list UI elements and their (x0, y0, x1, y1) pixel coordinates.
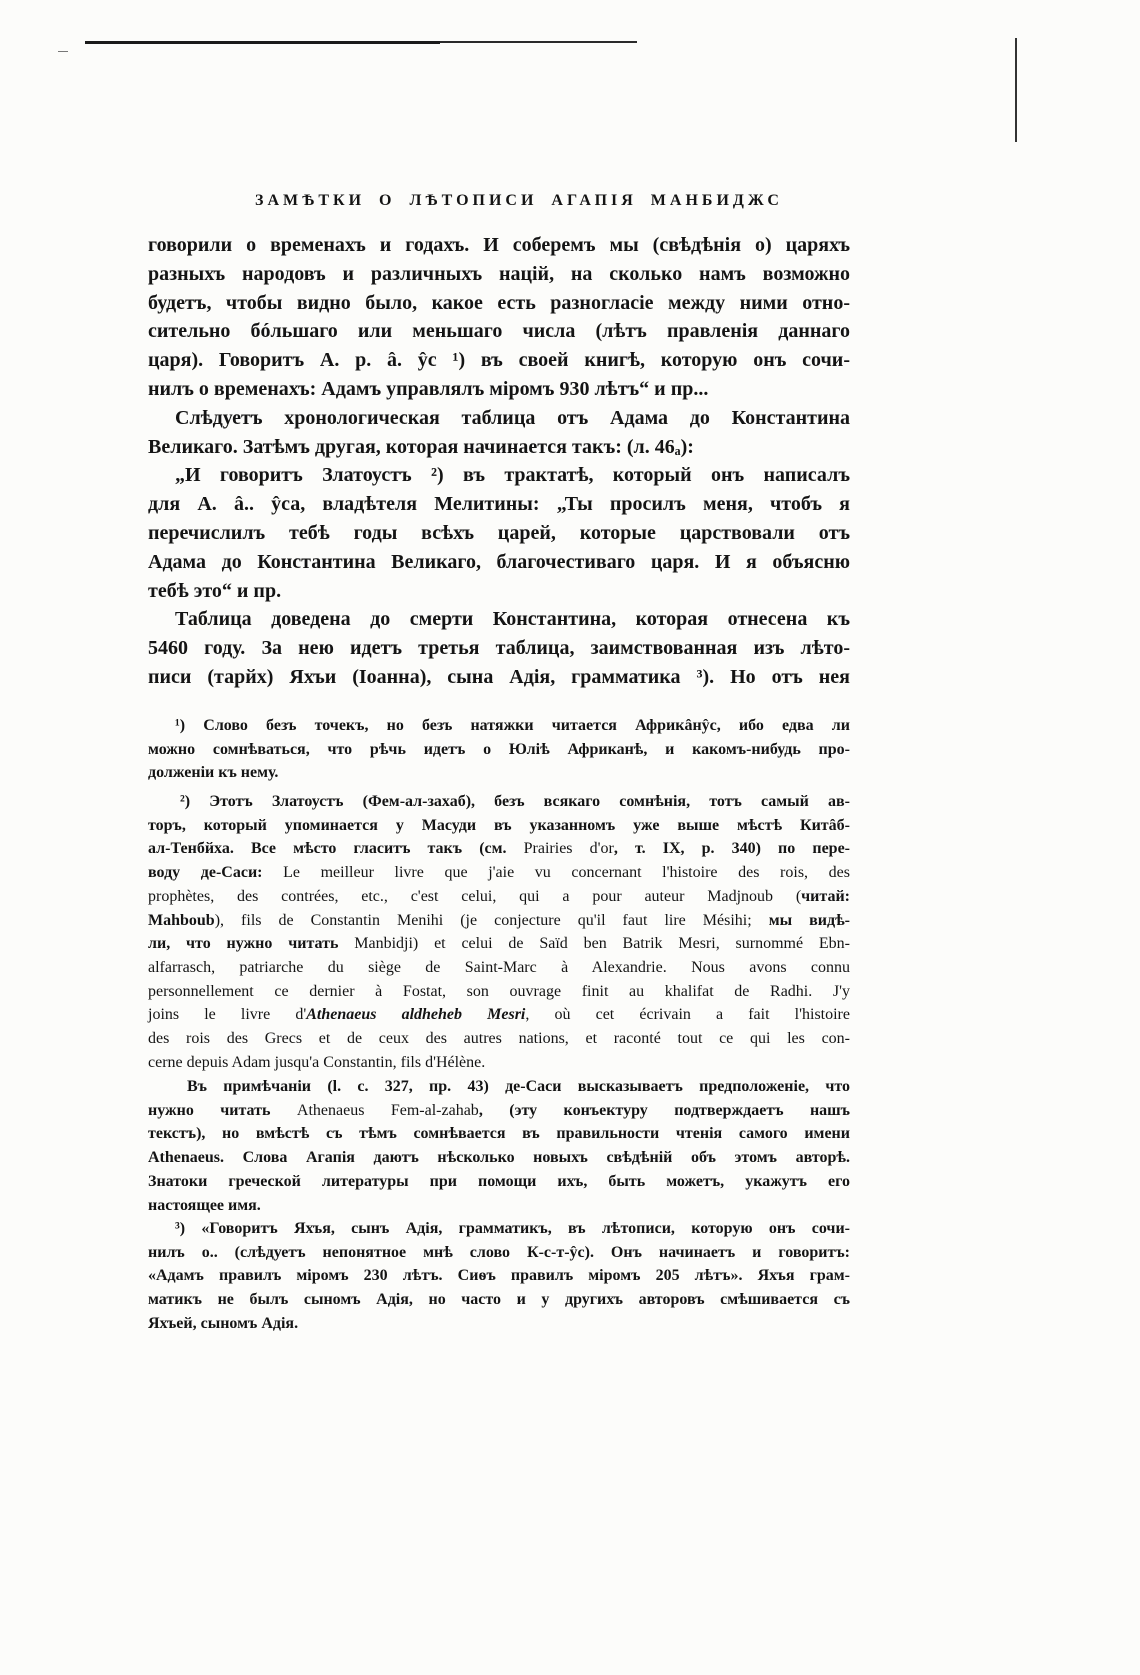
paragraph (148, 404, 850, 462)
footnote-line: торъ, который упоминается у Масуди въ указанномъ уже выше мѣстѣ Китâб- (148, 816, 850, 834)
footnote-line: можно сомнѣваться, что рѣчь идетъ о Юліѣ Африканѣ, и какомъ-нибудь про- (148, 740, 850, 758)
footnote-segment: , т. IX, p. 340) по пере- (613, 840, 851, 858)
text-line: 5460 году. За нею идетъ третья таблица, заимствованная изъ лѣто- (148, 637, 850, 660)
footnote-line: «Адамъ правилъ міромъ 230 лѣтъ. Сиѳъ правилъ міромъ 205 лѣтъ». Яхъя грам- (148, 1267, 850, 1285)
footnote-1 (148, 714, 850, 785)
footnote-line (148, 885, 850, 909)
footnote-segment: prophètes, des contrées, etc., c'est celui, qui a pour auteur Madjnoub ( (148, 887, 802, 905)
footnote-segment: ), fils de Constantin Menihi (je conjecture qu'il faut lire Mésihi; (214, 911, 769, 929)
text-line: Адама до Константина Великаго, благочестиваго царя. И я объясню (148, 550, 850, 573)
footnote-line (148, 1099, 850, 1123)
text-line: „И говоритъ Златоустъ ²) въ трактатѣ, который онъ написалъ (175, 464, 850, 487)
footnote-line: personnellement ce dernier à Fostat, son ouvrage finit au khalifat de Radhi. J'y (148, 982, 850, 1000)
header-rule-mark (58, 51, 68, 52)
footnote-line: ²) Этотъ Златоустъ (Фем-ал-захаб), безъ всякаго сомнѣнія, тотъ самый ав- (180, 793, 850, 810)
footnote-segment: ал-Тенбйха. Все мѣсто гласитъ такъ (см. (148, 840, 524, 858)
footnote-segment: воду де-Саси: (148, 864, 284, 882)
footnote-line: Athenaeus. Слова Агапія даютъ нѣсколько новыхъ свѣдѣній объ этомъ авторѣ. (148, 1149, 850, 1167)
text-line: Великаго. Затѣмъ другая, которая начинается такъ: (л. 46ₐ): (148, 435, 694, 458)
footnote-segment: нужно читать (148, 1101, 297, 1119)
footnote-line (148, 837, 850, 861)
text-line: сительно бóльшаго или меньшаго числа (лѣтъ правленія даннаго (148, 320, 850, 343)
text-line: перечислилъ тебѣ годы всѣхъ царей, которые царствовали отъ (148, 521, 850, 544)
text-line: будетъ, чтобы видно было, какое есть разногласіе между ними отно- (148, 291, 850, 314)
footnote-segment: , où cet écrivain a fait l'histoire (525, 1006, 850, 1024)
footnote-segment: joins le livre d' (148, 1006, 307, 1024)
header-rule (85, 41, 440, 44)
footnote-line (148, 1003, 850, 1027)
footnote-line (148, 909, 850, 933)
footnote-segment: , (эту конъектуру подтверждаетъ нашъ (478, 1101, 851, 1119)
footnote-line: des rois des Grecs et de ceux des autres nations, et raconté tout ce qui les con- (148, 1030, 850, 1048)
text-line: разныхъ народовъ и различныхъ націй, на сколько намъ возможно (148, 262, 850, 285)
footnote-line: Знатоки греческой литературы при помощи ихъ, быть можетъ, укажутъ его (148, 1172, 850, 1190)
footnote-line: нилъ о.. (слѣдуетъ непонятное мнѣ слово К-с-т-ŷс). Онъ начинаетъ и говоритъ: (148, 1243, 850, 1261)
text-line: тебѣ это“ и пр. (148, 579, 282, 602)
footnote-line: Въ примѣчаніи (l. c. 327, пр. 43) де-Саси высказываетъ предположеніе, что (187, 1078, 850, 1095)
text-line: Таблица доведена до смерти Константина, которая отнесена къ (175, 608, 850, 631)
footnote-2 (148, 790, 850, 1074)
text-line: писи (тарйх) Яхъи (Іоанна), сына Адія, грамматика ³). Но отъ нея (148, 665, 850, 688)
footnote-segment: Athenaeus aldheheb Mesri (306, 1006, 526, 1024)
footnote-segment: ли, что нужно читать (148, 935, 355, 953)
footnote-segment: читай: (801, 887, 850, 905)
header-rule-thin (440, 41, 637, 43)
footnote-3 (148, 1217, 850, 1336)
footnote-segment: мы видѣ- (768, 911, 850, 929)
margin-rule (1015, 38, 1017, 142)
footnote-line (148, 861, 850, 885)
footnote-line: Яхъей, сыномъ Адія. (148, 1314, 299, 1332)
footnote-line: ¹) Слово безъ точекъ, но безъ натяжки читается Африкâнŷс, ибо едва ли (175, 717, 850, 734)
paragraph (148, 461, 850, 605)
text-line: для А. â.. ŷса, владѣтеля Мелитины: „Ты просилъ меня, чтобъ я (148, 493, 850, 516)
footnote-line: долженіи къ нему. (148, 764, 279, 782)
text-line: говорили о временахъ и годахъ. И соберемъ мы (свѣдѣнія о) царяхъ (148, 234, 850, 256)
footnote-segment: Prairies d'or (523, 840, 614, 858)
text-line: царя). Говоритъ А. р. â. ŷс ¹) въ своей книгѣ, которую онъ сочи- (148, 349, 850, 372)
footnote-segment: Athenaeus Fem-al-zahab (296, 1101, 479, 1119)
footnote-line: ³) «Говоритъ Яхъя, сынъ Адія, грамматикъ, въ лѣтописи, которую онъ сочи- (175, 1220, 850, 1237)
footnote-segment: Le meilleur livre que j'aie vu concernant l'histoire des rois, des (283, 864, 850, 882)
paragraph (148, 605, 850, 691)
footnote-segment: Manbidji) et celui de Saïd ben Batrik Mesri, surnommé Ebn- (354, 935, 851, 953)
footnote-line: текстъ), но вмѣстѣ съ тѣмъ сомнѣвается въ правильности чтенія самого имени (148, 1125, 850, 1143)
running-head: ЗАМѢТКИ О ЛѢТОПИСИ АГАПІЯ МАНБИДЖС (255, 192, 783, 209)
text-line: Слѣдуетъ хронологическая таблица отъ Адама до Константина (175, 406, 850, 429)
footnote-segment: Mahboub (148, 911, 215, 929)
footnote-line: cerne depuis Adam jusqu'a Constantin, fils d'Hélène. (148, 1053, 486, 1071)
footnote-line: матикъ не былъ сыномъ Адія, но часто и у другихъ авторовъ смѣшивается съ (148, 1291, 850, 1309)
footnote-line (148, 932, 850, 956)
text-line: нилъ о временахъ: Адамъ управлялъ міромъ 930 лѣтъ“ и пр... (148, 377, 709, 400)
paragraph (148, 231, 850, 404)
footnote-2-continuation (148, 1075, 850, 1217)
main-text (148, 231, 850, 692)
footnote-line: настоящее имя. (148, 1196, 261, 1214)
footnote-line: alfarrasch, patriarche du siège de Saint-Marc à Alexandrie. Nous avons connu (148, 958, 850, 976)
